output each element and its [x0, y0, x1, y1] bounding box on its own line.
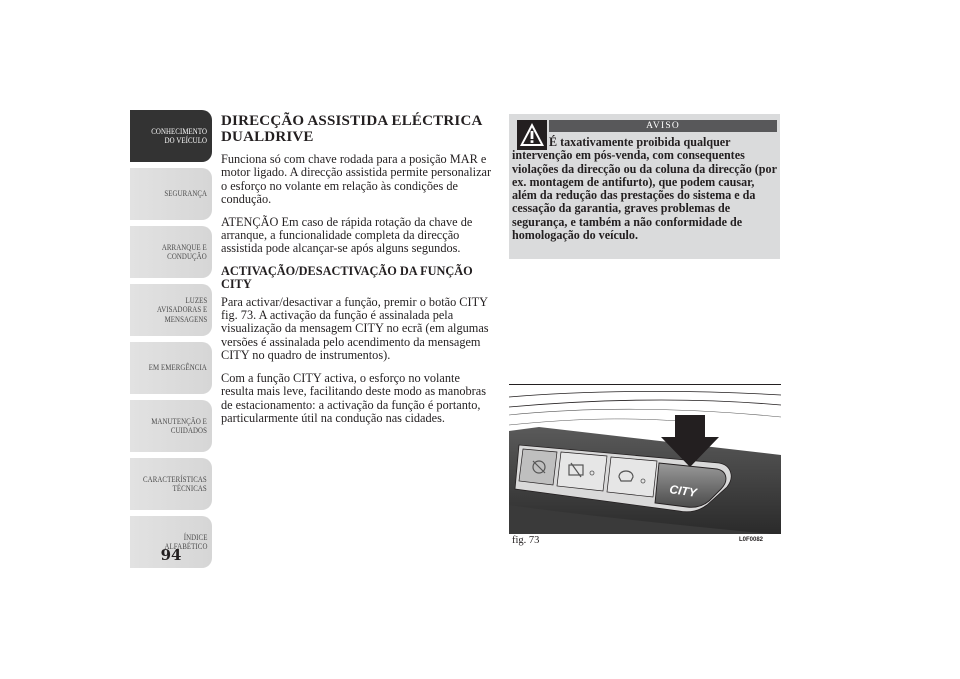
tab-label: MANUTENÇÃO E CUIDADOS	[151, 416, 207, 435]
paragraph-city-function: Com a função CITY activa, o esforço no volante resulta mais leve, facilitando deste modo as manobras de estacionamento: a activação da função é portanto, particularmente útil na condução nas cidades.	[221, 370, 486, 425]
main-column	[221, 113, 493, 434]
tab-seguranca[interactable]	[130, 168, 212, 220]
tab-label: EM EMERGÊNCIA	[148, 363, 207, 373]
tab-arranque-e-conducao[interactable]	[130, 226, 212, 278]
page-number: 94	[160, 546, 182, 564]
tab-label: ARRANQUE E CONDUÇÃO	[162, 242, 207, 261]
paragraph-attention: ATENÇÃO Em caso de rápida rotação da chave de arranque, a funcionalidade completa da direcção assistida pode alcançar-se após alguns segundos.	[221, 214, 473, 256]
tab-caracteristicas-tecnicas[interactable]	[130, 458, 212, 510]
paragraph-activation: Para activar/desactivar a função, premir o botão CITY fig. 73. A activação da função é assinalada pela visualização da mensagem CITY no ecrã (em algumas versões é assinalada pelo acendimento da mensagem CITY no quadro de instrumentos).	[221, 294, 489, 363]
tab-em-emergencia[interactable]	[130, 342, 212, 394]
tab-label: CARACTERÍSTICAS TÉCNICAS	[143, 474, 207, 493]
chapter-tabs	[130, 110, 212, 574]
tab-label: LUZES AVISADORAS E MENSAGENS	[156, 295, 207, 324]
city-button-label: CITY	[668, 482, 698, 500]
tab-manutencao-e-cuidados[interactable]	[130, 400, 212, 452]
figure-city-button	[509, 384, 781, 534]
section-heading: DIRECÇÃO ASSISTIDA ELÉCTRICA DUALDRIVE	[221, 113, 482, 145]
tab-label: SEGURANÇA	[164, 189, 207, 199]
paragraph-intro: Funciona só com chave rodada para a posição MAR e motor ligado. A direcção assistida permite personalizar o esforço no volante em relação às condições de condução.	[221, 152, 492, 207]
figure-code: L0F0082	[739, 537, 764, 543]
dashboard-illustration	[509, 385, 781, 534]
tab-label: CONHECIMENTO DO VEÍCULO	[151, 126, 207, 145]
figure-caption: fig. 73	[512, 535, 540, 546]
tab-luzes-avisadoras[interactable]	[130, 284, 212, 336]
warning-text: É taxativamente proibida qualquer intervenção em pós-venda, com consequentes violações da direcção ou da coluna da direcção (por ex. montagem de antifurto), que podem causar, além da redução das prestações do sistema e da cessação da garantia, graves problemas de segurança, e também a não conformidade de homologação do veículo.	[512, 135, 777, 243]
warning-title: AVISO	[549, 120, 777, 132]
tab-label: ÍNDICE ALFABÉTICO	[163, 532, 207, 551]
subsection-heading: ACTIVAÇÃO/DESACTIVAÇÃO DA FUNÇÃO CITY	[221, 263, 473, 292]
tab-conhecimento-do-veiculo[interactable]	[130, 110, 212, 162]
